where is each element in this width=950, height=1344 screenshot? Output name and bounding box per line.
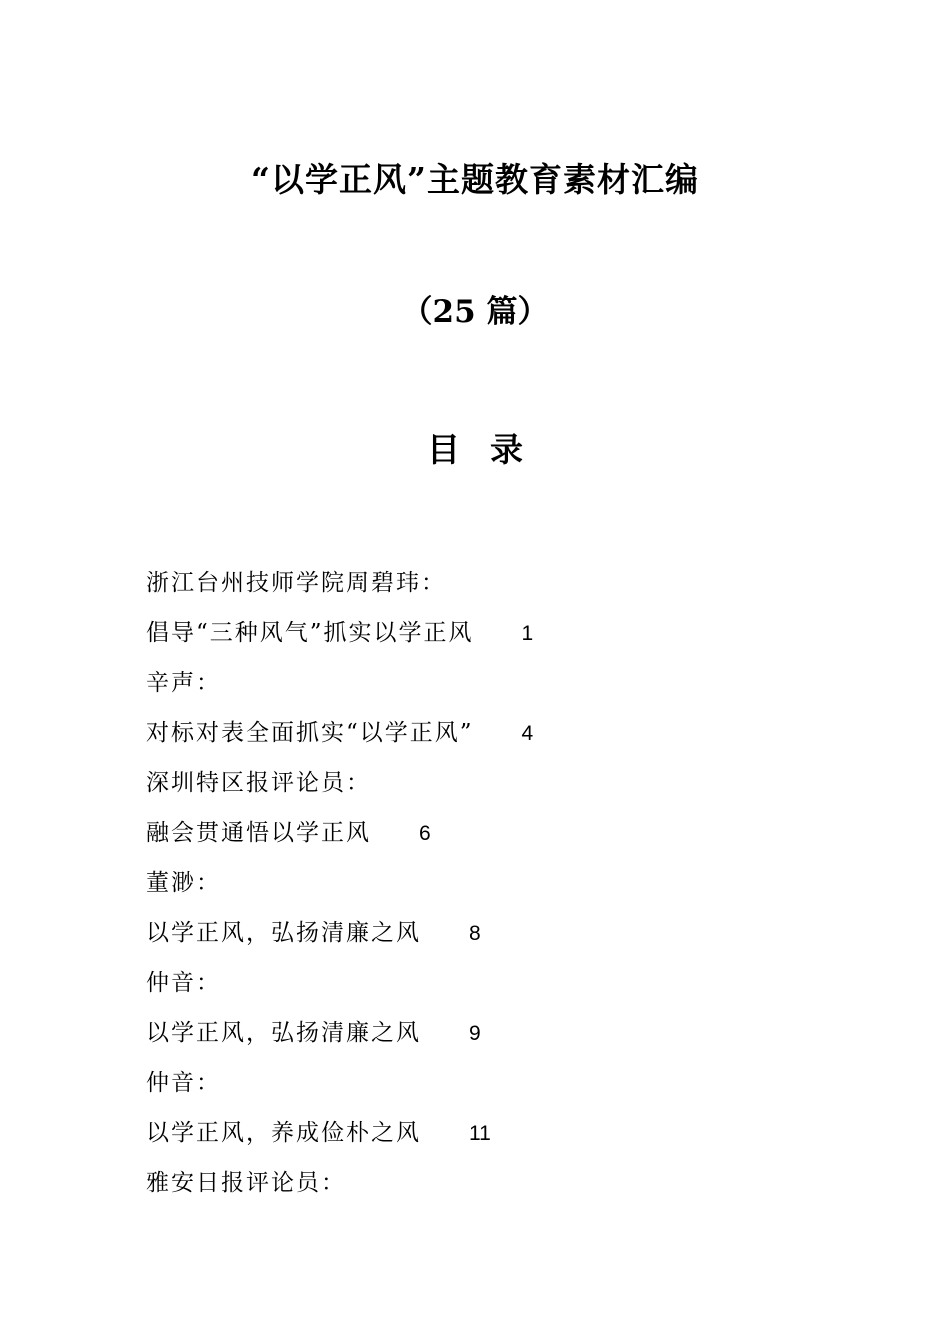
toc-author: 董渺： bbox=[146, 870, 221, 896]
toc-entry-title: 融会贯通悟以学正风 bbox=[146, 820, 371, 846]
toc-entry[interactable] bbox=[146, 1108, 846, 1158]
toc-author: 雅安日报评论员： bbox=[146, 1170, 346, 1196]
toc-page-number: 8 bbox=[469, 922, 481, 945]
toc-author: 浙江台州技师学院周碧玮： bbox=[146, 570, 446, 596]
toc-entry-title: 倡导“三种风气”抓实以学正风 bbox=[146, 620, 474, 646]
document-title: “以学正风”主题教育素材汇编 bbox=[251, 160, 699, 199]
toc-page-number: 11 bbox=[469, 1122, 491, 1145]
toc-author: 仲音： bbox=[146, 970, 221, 996]
toc-page-number: 9 bbox=[469, 1022, 481, 1045]
toc-entry-title: 以学正风，养成俭朴之风 bbox=[146, 1120, 421, 1146]
toc-page-number: 6 bbox=[419, 822, 431, 845]
toc-entry-title: 对标对表全面抓实“以学正风” bbox=[146, 720, 474, 746]
toc-author: 深圳特区报评论员： bbox=[146, 770, 371, 796]
toc-page-number: 1 bbox=[521, 622, 534, 645]
toc-entry[interactable] bbox=[146, 1008, 846, 1058]
toc-author: 辛声： bbox=[146, 670, 221, 696]
document-subtitle: （25 篇） bbox=[401, 294, 549, 330]
toc-entry-title: 以学正风，弘扬清廉之风 bbox=[146, 1020, 421, 1046]
toc-entry-title: 以学正风，弘扬清廉之风 bbox=[146, 920, 421, 946]
toc-entry[interactable] bbox=[146, 608, 846, 658]
toc-entry[interactable] bbox=[146, 908, 846, 958]
toc-heading: 目录 bbox=[427, 430, 553, 469]
table-of-contents bbox=[146, 558, 846, 1208]
toc-page-number: 4 bbox=[521, 722, 534, 745]
toc-author: 仲音： bbox=[146, 1070, 221, 1096]
toc-entry[interactable] bbox=[146, 808, 846, 858]
toc-entry[interactable] bbox=[146, 708, 846, 758]
